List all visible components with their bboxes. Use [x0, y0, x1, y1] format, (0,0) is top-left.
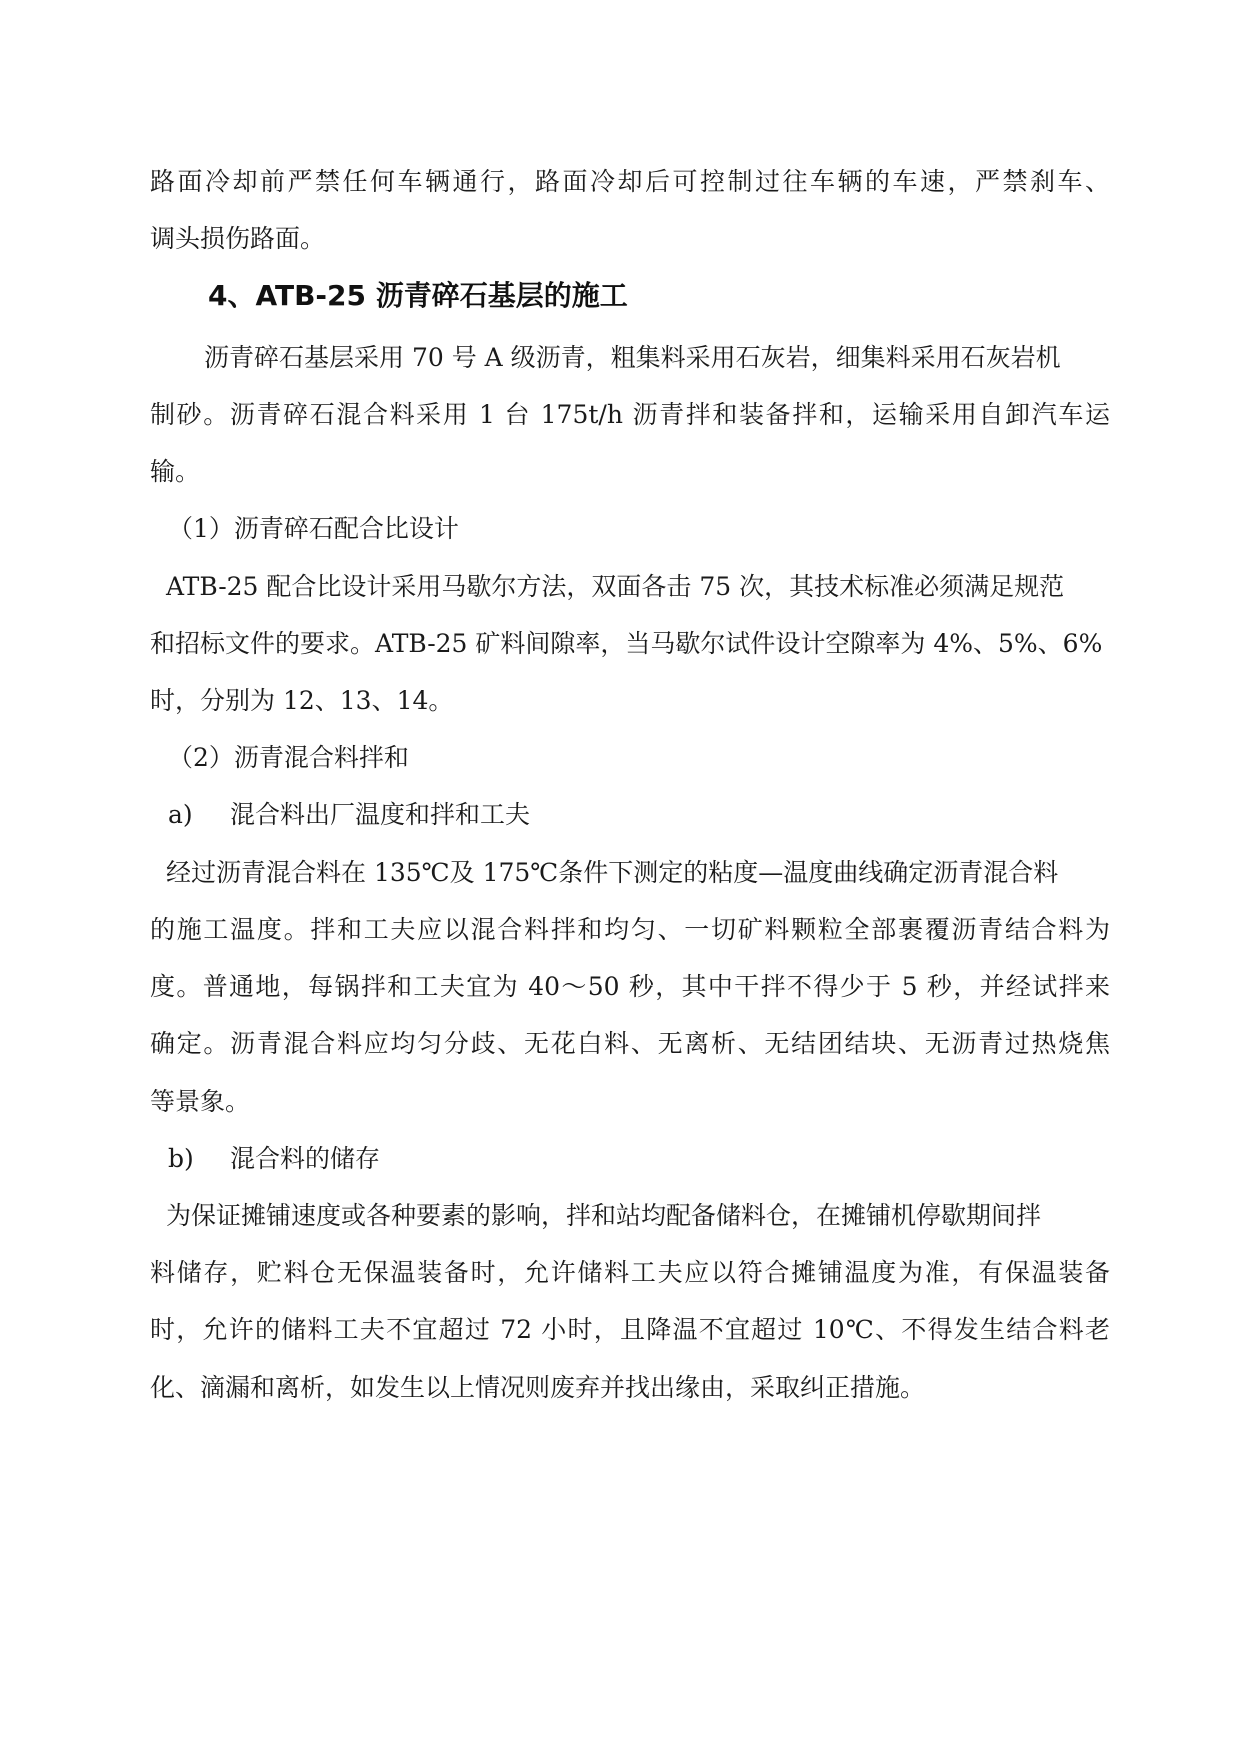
list-marker: b) [168, 1144, 194, 1173]
paragraph-line: 和招标文件的要求。ATB-25 矿料间隙率，当马歇尔试件设计空隙率为 4%、5%、6% [150, 629, 1103, 658]
paragraph-line: 的施工温度。拌和工夫应以混合料拌和均匀、一切矿料颗粒全部裹覆沥青结合料为 [150, 915, 1110, 944]
paragraph-line: 度。普通地，每锅拌和工夫宜为 40～50 秒，其中干拌不得少于 5 秒，并经试拌来 [150, 972, 1110, 1001]
subsection-title: （1）沥青碎石配合比设计 [168, 514, 459, 543]
paragraph-line: 化、滴漏和离析，如发生以上情况则废弃并找出缘由，采取纠正措施。 [150, 1373, 926, 1402]
section-heading: 4、ATB-25 沥青碎石基层的施工 [208, 279, 628, 312]
list-item [168, 798, 1128, 832]
list-item [168, 1142, 1128, 1176]
paragraph-line: 输。 [150, 457, 201, 486]
paragraph-line: 沥青碎石基层采用 70 号 A 级沥青，粗集料采用石灰岩，细集料采用石灰岩机 [204, 343, 1061, 372]
paragraph-line: 路面冷却前严禁任何车辆通行，路面冷却后可控制过往车辆的车速，严禁刹车、 [150, 167, 1110, 196]
paragraph-line: 料储存，贮料仓无保温装备时，允许储料工夫应以符合摊铺温度为准，有保温装备 [150, 1258, 1110, 1287]
list-item-label: 混合料出厂温度和拌和工夫 [230, 800, 531, 829]
paragraph-line: 等景象。 [150, 1087, 251, 1116]
paragraph-line: 制砂。沥青碎石混合料采用 1 台 175t/h 沥青拌和装备拌和，运输采用自卸汽车运 [150, 400, 1110, 429]
paragraph-line: 为保证摊铺速度或各种要素的影响，拌和站均配备储料仓，在摊铺机停歇期间拌 [166, 1201, 1042, 1230]
paragraph-line: 时，允许的储料工夫不宜超过 72 小时，且降温不宜超过 10℃、不得发生结合料老 [150, 1315, 1110, 1344]
paragraph-line: 时，分别为 12、13、14。 [150, 686, 454, 715]
list-marker: a) [168, 800, 193, 829]
paragraph-line: 调头损伤路面。 [150, 224, 326, 253]
paragraph-line: ATB-25 配合比设计采用马歇尔方法，双面各击 75 次，其技术标准必须满足规范 [166, 572, 1065, 601]
list-item-label: 混合料的储存 [230, 1144, 381, 1173]
paragraph-line: 经过沥青混合料在 135℃及 175℃条件下测定的粘度—温度曲线确定沥青混合料 [166, 858, 1059, 887]
paragraph-line: 确定。沥青混合料应均匀分歧、无花白料、无离析、无结团结块、无沥青过热烧焦 [150, 1029, 1110, 1058]
subsection-title: （2）沥青混合料拌和 [168, 743, 409, 772]
